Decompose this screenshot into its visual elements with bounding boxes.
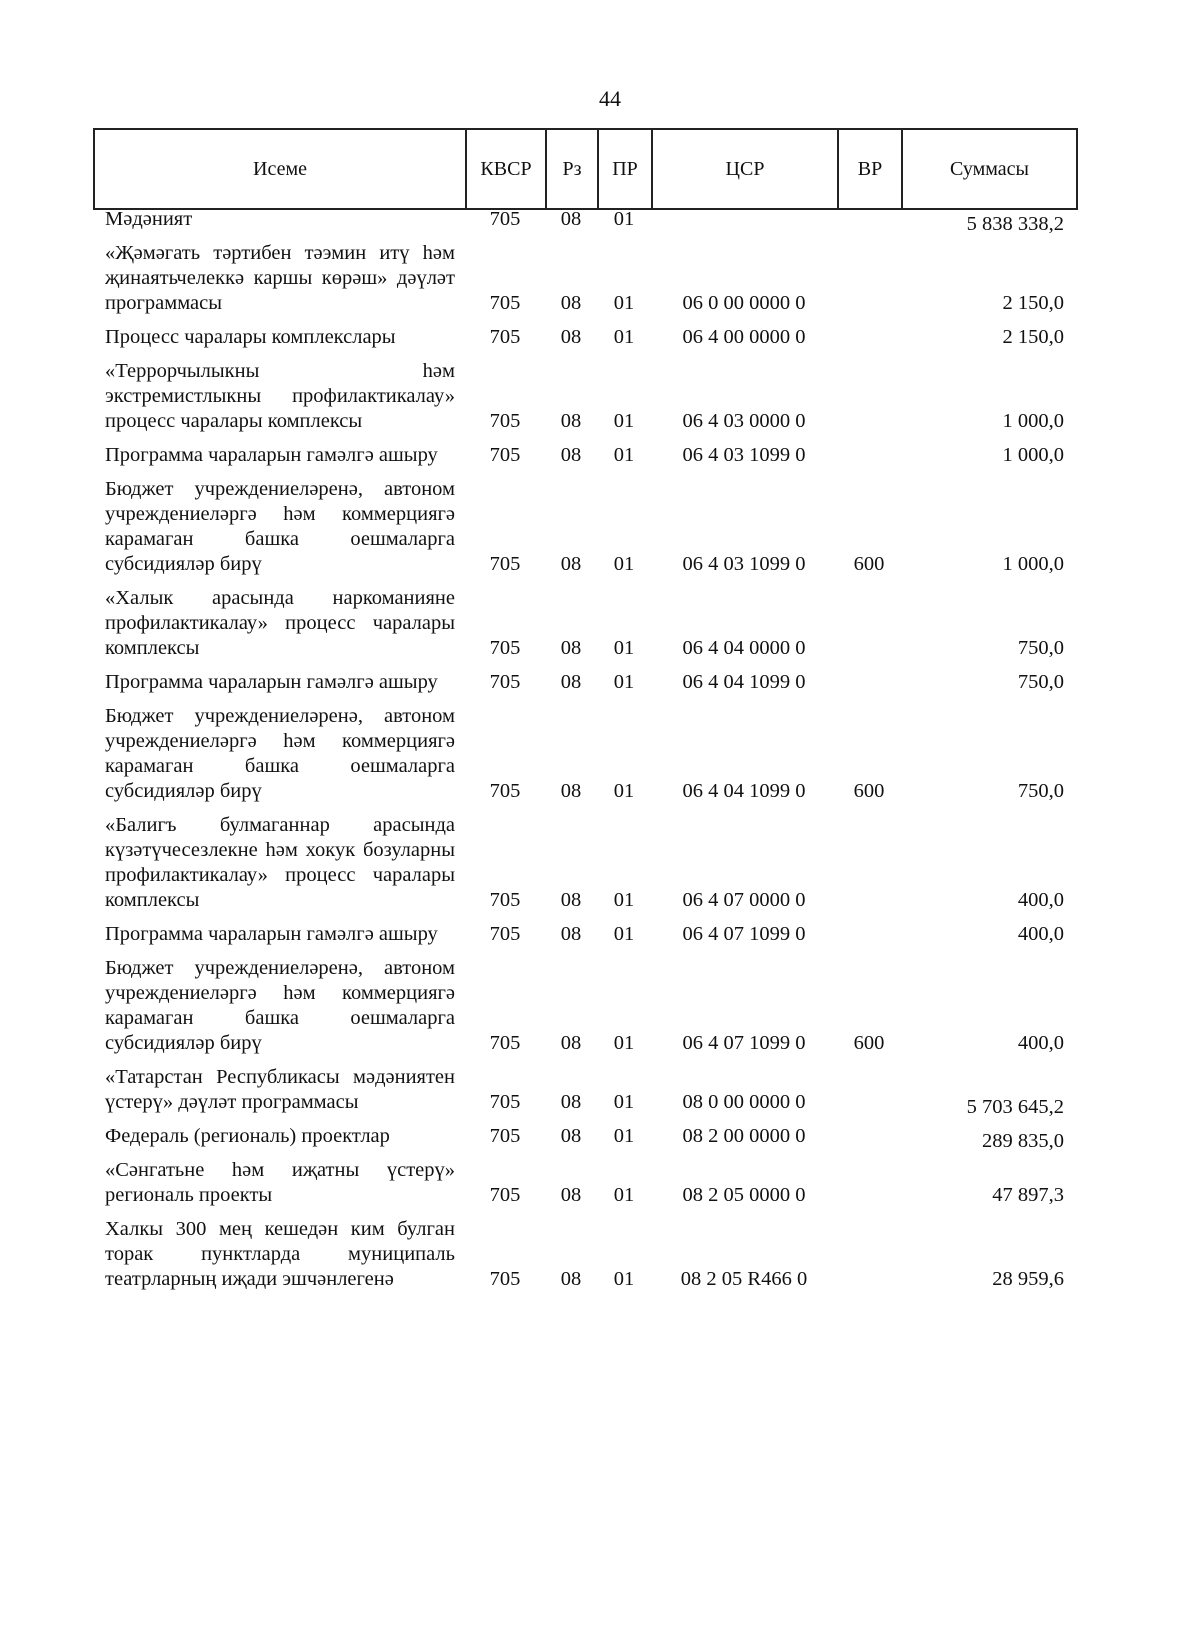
row-kvsr: 705	[489, 444, 521, 466]
row-vr	[837, 577, 901, 661]
row-rz: 08	[560, 444, 582, 466]
row-vr	[837, 1149, 901, 1208]
table-row	[93, 804, 1076, 913]
page-number: 44	[599, 86, 621, 111]
row-name-text: Программа чараларын гамәлгә ашыру	[105, 671, 438, 693]
row-vr	[837, 1056, 901, 1115]
row-sum: 1 000,0	[1002, 444, 1064, 466]
row-csr: 06 4 07 1099 0	[682, 923, 806, 945]
row-pr: 01	[613, 553, 635, 575]
row-rz: 08	[560, 208, 582, 230]
row-name-text: Бюджет учреждениеләренә, автоном учреждениеләргә һәм коммерциягә карамаган башка оешмаларга субсидияләр бирү	[105, 705, 455, 802]
row-name	[93, 804, 465, 913]
row-vr: 600	[853, 780, 885, 802]
row-name	[93, 1149, 465, 1208]
row-csr: 06 4 07 0000 0	[682, 889, 806, 911]
row-sum: 400,0	[1017, 923, 1064, 945]
row-vr	[837, 804, 901, 913]
row-pr: 01	[613, 780, 635, 802]
row-sum: 2 150,0	[1002, 292, 1064, 314]
row-vr	[837, 1208, 901, 1292]
row-sum: 2 150,0	[1002, 326, 1064, 348]
row-name-text: Федераль (региональ) проектлар	[105, 1125, 390, 1147]
row-pr: 01	[613, 923, 635, 945]
row-rz: 08	[560, 410, 582, 432]
row-csr: 06 4 07 1099 0	[682, 1032, 806, 1054]
row-vr: 600	[853, 553, 885, 575]
table-row	[93, 661, 1076, 695]
row-csr: 06 4 03 0000 0	[682, 410, 806, 432]
header-pr: ПР	[598, 129, 652, 209]
header-kvsr: КВСР	[466, 129, 546, 209]
row-name	[93, 947, 465, 1056]
row-name	[93, 1056, 465, 1115]
row-name	[93, 913, 465, 947]
row-csr: 06 4 04 0000 0	[682, 637, 806, 659]
table-row	[93, 1115, 1076, 1149]
row-pr: 01	[613, 637, 635, 659]
row-rz: 08	[560, 553, 582, 575]
row-sum: 750,0	[1017, 671, 1064, 693]
row-sum: 1 000,0	[1002, 410, 1064, 432]
row-name	[93, 1208, 465, 1292]
row-rz: 08	[560, 1184, 582, 1206]
row-name	[93, 468, 465, 577]
table-row	[93, 1149, 1076, 1208]
row-csr	[651, 207, 837, 232]
row-csr: 06 4 00 0000 0	[682, 326, 806, 348]
row-name	[93, 434, 465, 468]
row-pr: 01	[613, 889, 635, 911]
row-name-text: Бюджет учреждениеләренә, автоном учреждениеләргә һәм коммерциягә карамаган башка оешмаларга субсидияләр бирү	[105, 478, 455, 575]
row-pr: 01	[613, 1184, 635, 1206]
table-row	[93, 468, 1076, 577]
row-csr: 06 4 03 1099 0	[682, 444, 806, 466]
row-rz: 08	[560, 637, 582, 659]
header-rz: Рз	[546, 129, 598, 209]
table-row	[93, 947, 1076, 1056]
row-vr	[837, 661, 901, 695]
row-sum: 5 838 338,2	[966, 213, 1064, 235]
row-name-text: Процесс чаралары комплекслары	[105, 326, 396, 348]
row-kvsr: 705	[489, 923, 521, 945]
row-pr: 01	[613, 671, 635, 693]
header-vr: ВР	[838, 129, 902, 209]
row-csr: 08 2 05 R466 0	[680, 1268, 808, 1290]
row-sum: 47 897,3	[992, 1184, 1064, 1206]
row-kvsr: 705	[489, 1125, 521, 1147]
row-pr: 01	[613, 208, 635, 230]
row-name	[93, 350, 465, 434]
row-pr: 01	[613, 1091, 635, 1113]
row-name-text: Программа чараларын гамәлгә ашыру	[105, 923, 438, 945]
row-rz: 08	[560, 1125, 582, 1147]
row-name-text: «Сәнгатьне һәм иҗатны үстерү» региональ проекты	[105, 1159, 455, 1206]
row-kvsr: 705	[489, 553, 521, 575]
row-sum: 750,0	[1017, 637, 1064, 659]
row-rz: 08	[560, 780, 582, 802]
row-vr	[837, 1115, 901, 1149]
row-csr: 08 0 00 0000 0	[682, 1091, 806, 1113]
table-row	[93, 695, 1076, 804]
row-rz: 08	[560, 326, 582, 348]
row-name-text: «Татарстан Республикасы мәдәниятен үстерү» дәүләт программасы	[105, 1066, 455, 1113]
header-sum: Суммасы	[902, 129, 1077, 209]
row-sum: 400,0	[1017, 889, 1064, 911]
row-pr: 01	[613, 1125, 635, 1147]
row-vr	[837, 207, 901, 232]
row-sum: 400,0	[1017, 1032, 1064, 1054]
row-vr	[837, 434, 901, 468]
row-kvsr: 705	[489, 326, 521, 348]
row-kvsr: 705	[489, 637, 521, 659]
row-name-text: «Җәмәгать тәртибен тәэмин итү һәм җинаятьчелеккә каршы көрәш» дәүләт программасы	[105, 242, 455, 314]
table-header	[93, 128, 1078, 210]
header-csr: ЦСР	[652, 129, 838, 209]
table-row	[93, 232, 1076, 316]
row-name	[93, 661, 465, 695]
table-row	[93, 913, 1076, 947]
row-rz: 08	[560, 889, 582, 911]
row-kvsr: 705	[489, 671, 521, 693]
row-kvsr: 705	[489, 1091, 521, 1113]
row-name-text: Халкы 300 мең кешедән ким булган торак пунктларда муниципаль театрларның иҗади эшчәнлегенә	[105, 1218, 455, 1290]
table-row	[93, 577, 1076, 661]
row-name-text: Мәдәният	[105, 208, 193, 230]
row-kvsr: 705	[489, 1184, 521, 1206]
row-csr: 08 2 00 0000 0	[682, 1125, 806, 1147]
row-rz: 08	[560, 671, 582, 693]
row-sum: 28 959,6	[992, 1268, 1064, 1290]
row-name-text: Бюджет учреждениеләренә, автоном учреждениеләргә һәм коммерциягә карамаган башка оешмаларга субсидияләр бирү	[105, 957, 455, 1054]
row-kvsr: 705	[489, 410, 521, 432]
row-vr	[837, 350, 901, 434]
row-name	[93, 207, 465, 232]
row-rz: 08	[560, 292, 582, 314]
row-vr: 600	[853, 1032, 885, 1054]
table-body	[93, 207, 1076, 1292]
row-name	[93, 316, 465, 350]
row-kvsr: 705	[489, 780, 521, 802]
row-kvsr: 705	[489, 889, 521, 911]
row-pr: 01	[613, 1032, 635, 1054]
row-sum: 750,0	[1017, 780, 1064, 802]
table-row	[93, 207, 1076, 232]
table-row	[93, 316, 1076, 350]
row-kvsr: 705	[489, 208, 521, 230]
row-sum: 1 000,0	[1002, 553, 1064, 575]
row-csr: 06 4 04 1099 0	[682, 780, 806, 802]
row-name-text: «Халык арасында наркоманияне профилактикалау» процесс чаралары комплексы	[105, 587, 455, 659]
row-sum: 5 703 645,2	[966, 1096, 1064, 1118]
table-row	[93, 350, 1076, 434]
row-pr: 01	[613, 1268, 635, 1290]
row-kvsr: 705	[489, 1032, 521, 1054]
header-name: Исеме	[94, 129, 466, 209]
row-name-text: «Террорчылыкны һәм экстремистлыкны профилактикалау» процесс чаралары комплексы	[105, 360, 455, 432]
table-row	[93, 1208, 1076, 1292]
row-kvsr: 705	[489, 1268, 521, 1290]
table-row	[93, 434, 1076, 468]
row-name	[93, 232, 465, 316]
row-pr: 01	[613, 444, 635, 466]
row-name-text: «Балигъ булмаганнар арасында күзәтүчесезлекне һәм хокук бозуларны профилактикалау» процесс чаралары комплексы	[105, 814, 455, 911]
table-row	[93, 1056, 1076, 1115]
row-vr	[837, 316, 901, 350]
row-name	[93, 577, 465, 661]
row-vr	[837, 232, 901, 316]
row-pr: 01	[613, 292, 635, 314]
row-rz: 08	[560, 1091, 582, 1113]
row-csr: 06 0 00 0000 0	[682, 292, 806, 314]
row-csr: 08 2 05 0000 0	[682, 1184, 806, 1206]
row-rz: 08	[560, 1268, 582, 1290]
row-name	[93, 1115, 465, 1149]
row-csr: 06 4 03 1099 0	[682, 553, 806, 575]
row-csr: 06 4 04 1099 0	[682, 671, 806, 693]
row-name	[93, 695, 465, 804]
row-name-text: Программа чараларын гамәлгә ашыру	[105, 444, 438, 466]
row-pr: 01	[613, 326, 635, 348]
row-sum: 289 835,0	[982, 1130, 1064, 1152]
row-rz: 08	[560, 923, 582, 945]
row-pr: 01	[613, 410, 635, 432]
row-rz: 08	[560, 1032, 582, 1054]
row-vr	[837, 913, 901, 947]
row-kvsr: 705	[489, 292, 521, 314]
budget-table	[93, 207, 1076, 1292]
